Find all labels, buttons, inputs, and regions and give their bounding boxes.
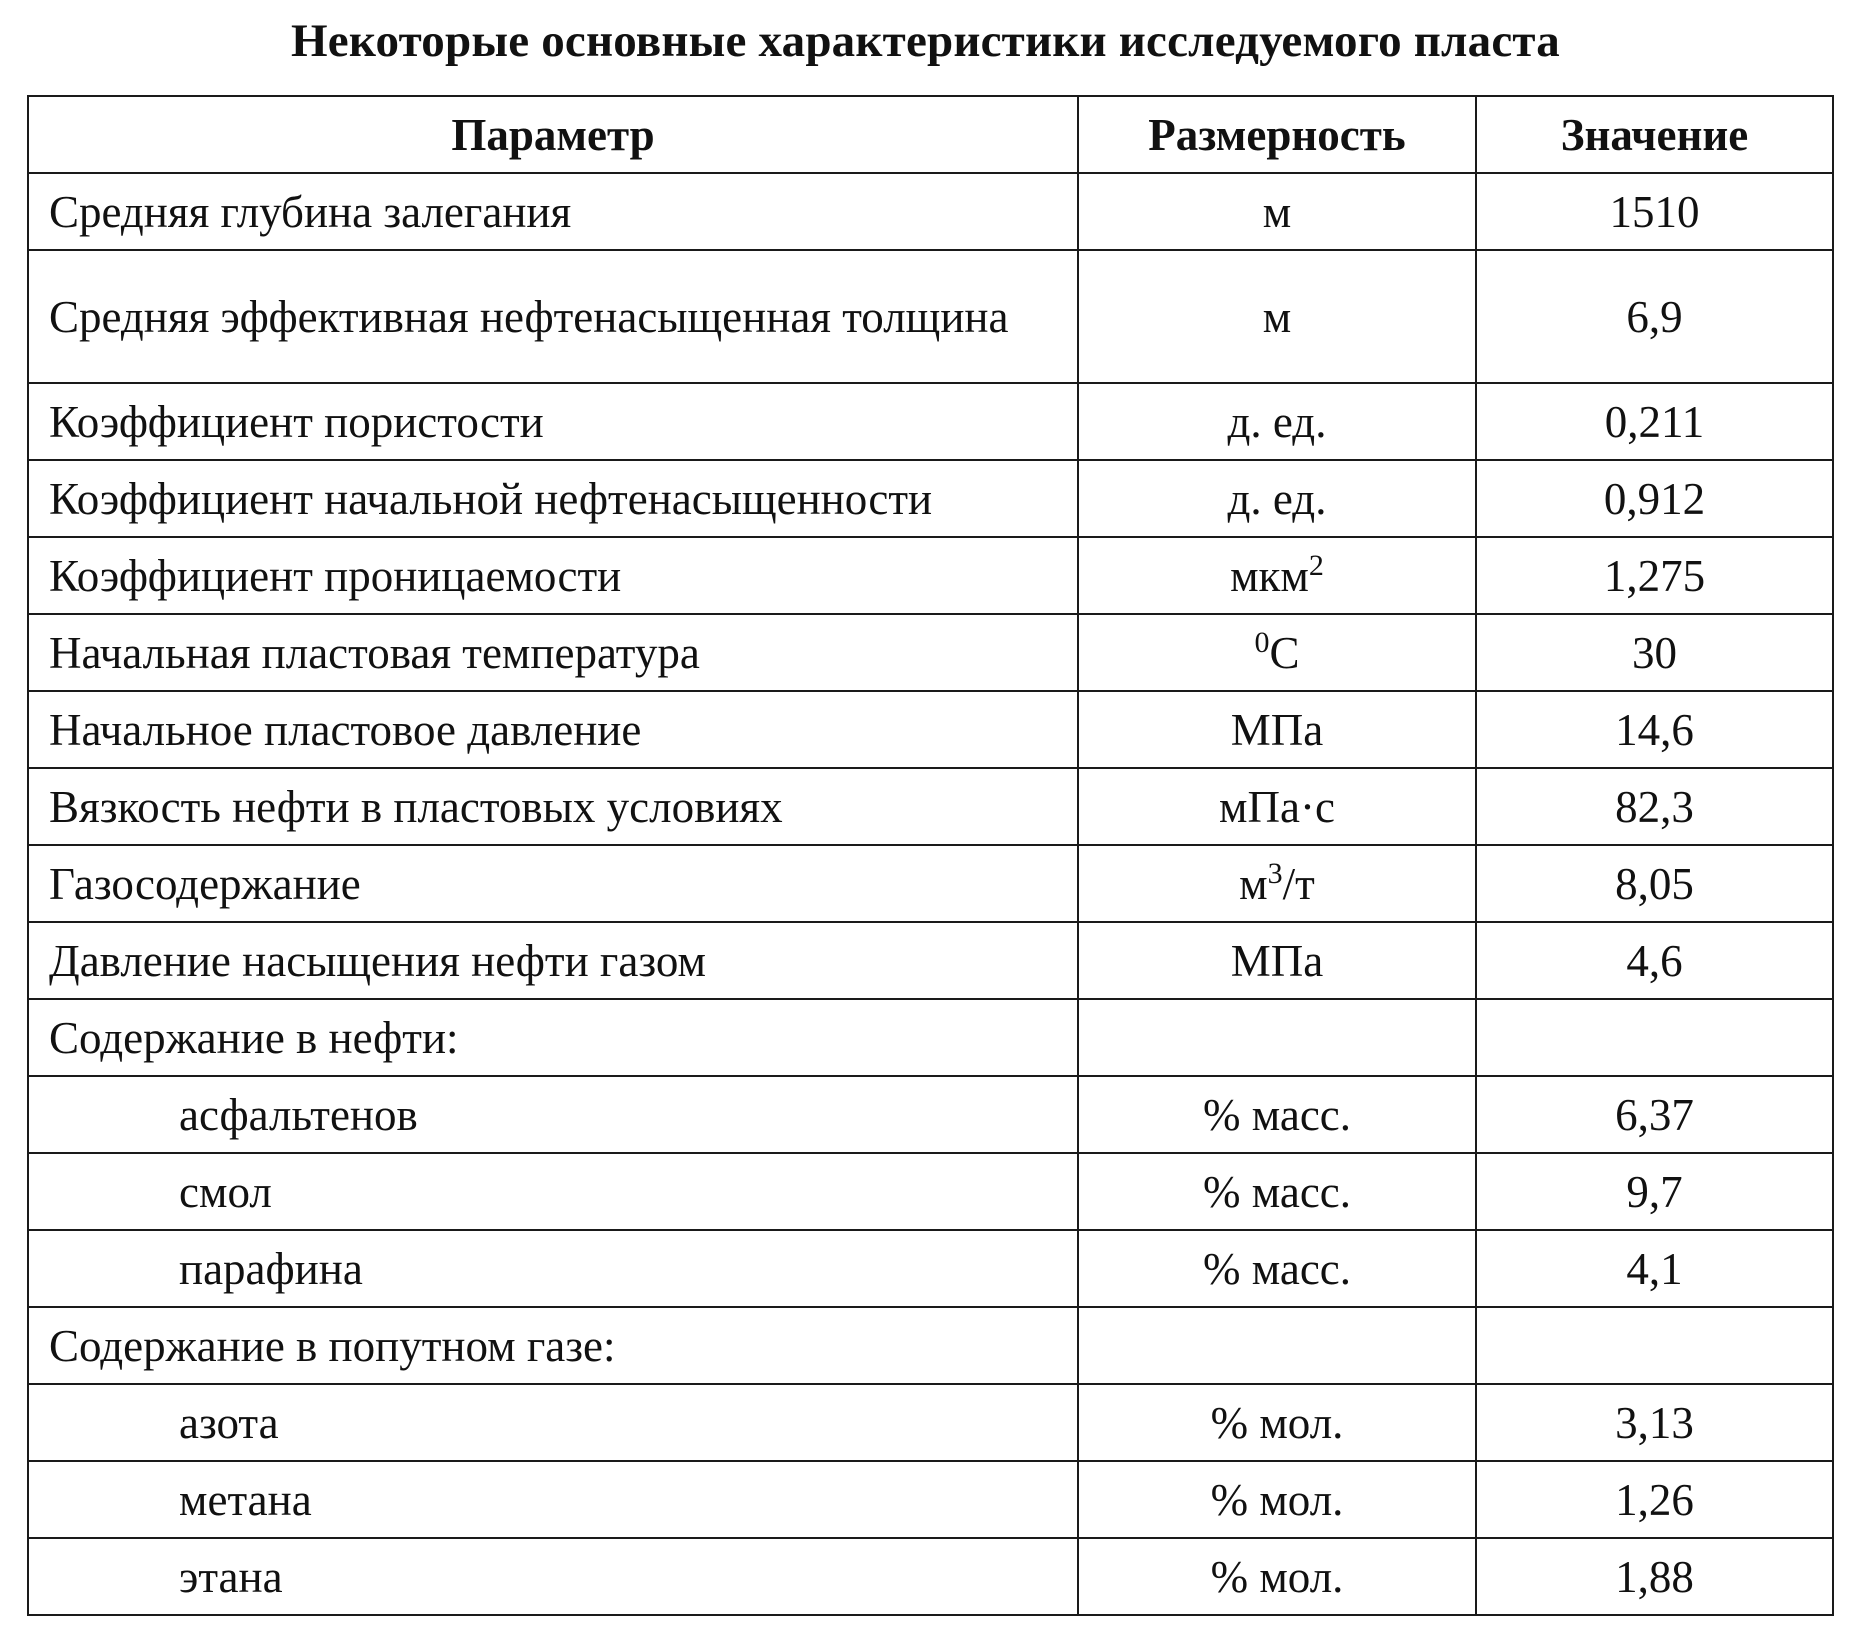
table-row [28,1307,1833,1384]
parameter-cell: Газосодержание [28,845,1078,922]
parameter-cell: Давление насыщения нефти газом [28,922,1078,999]
unit-base: мкм [1230,550,1309,601]
table-row [28,691,1833,768]
page-title: Некоторые основные характеристики исследуемого пласта [291,15,1560,67]
parameter-cell: парафина [28,1230,1078,1307]
table-header [28,96,1833,173]
value-cell: 0,912 [1476,460,1833,537]
table-row [28,460,1833,537]
unit-cell [1078,1307,1476,1384]
unit-cell [1078,999,1476,1076]
value-cell: 4,1 [1476,1230,1833,1307]
value-cell: 9,7 [1476,1153,1833,1230]
table-row [28,250,1833,383]
unit-base: % масс. [1202,1089,1352,1140]
unit-cell [1078,460,1476,537]
header-parameter: Параметр [28,96,1078,173]
parameter-cell: асфальтенов [28,1076,1078,1153]
parameter-cell: Средняя эффективная нефтенасыщенная толщина [28,250,1078,383]
table-row [28,1230,1833,1307]
parameter-cell: Вязкость нефти в пластовых условиях [28,768,1078,845]
unit-base: % мол. [1210,1397,1344,1448]
unit-superscript: 3 [1267,856,1283,890]
unit-cell [1078,1461,1476,1538]
value-cell: 1510 [1476,173,1833,250]
parameter-cell: Средняя глубина залегания [28,173,1078,250]
unit-base: мПа·с [1219,781,1335,832]
value-cell: 6,37 [1476,1076,1833,1153]
table-row [28,537,1833,614]
table-row [28,614,1833,691]
header-value: Значение [1476,96,1833,173]
unit-cell [1078,1230,1476,1307]
value-cell: 82,3 [1476,768,1833,845]
unit-base: МПа [1230,935,1324,986]
value-cell: 0,211 [1476,383,1833,460]
unit-base: м [1262,186,1292,237]
value-cell: 14,6 [1476,691,1833,768]
table-row [28,999,1833,1076]
characteristics-table [27,95,1834,1616]
unit-superscript: 2 [1308,548,1324,582]
table-row [28,845,1833,922]
unit-suffix: /т [1282,858,1315,909]
value-cell: 1,275 [1476,537,1833,614]
table-body [28,173,1833,1615]
parameter-cell: этана [28,1538,1078,1615]
unit-cell [1078,1076,1476,1153]
value-cell: 4,6 [1476,922,1833,999]
unit-base: д. ед. [1227,396,1327,447]
unit-cell [1078,691,1476,768]
value-cell: 30 [1476,614,1833,691]
table-header-row [28,96,1833,173]
unit-cell [1078,1153,1476,1230]
unit-base: д. ед. [1227,473,1327,524]
table-row [28,1076,1833,1153]
unit-base: МПа [1230,704,1324,755]
value-cell: 1,26 [1476,1461,1833,1538]
unit-suffix: С [1269,627,1300,678]
value-cell: 8,05 [1476,845,1833,922]
unit-cell [1078,537,1476,614]
value-cell: 1,88 [1476,1538,1833,1615]
value-cell [1476,999,1833,1076]
unit-base: % масс. [1202,1243,1352,1294]
unit-base: м [1239,858,1268,909]
unit-cell [1078,383,1476,460]
parameter-cell: Начальное пластовое давление [28,691,1078,768]
parameter-cell: смол [28,1153,1078,1230]
table-row [28,1384,1833,1461]
unit-cell [1078,768,1476,845]
table-row [28,173,1833,250]
table-row [28,1461,1833,1538]
table-row [28,1153,1833,1230]
unit-superscript: 0 [1254,625,1270,659]
unit-cell [1078,614,1476,691]
table-row [28,768,1833,845]
unit-cell [1078,1538,1476,1615]
unit-cell [1078,922,1476,999]
unit-cell [1078,845,1476,922]
parameter-cell: Содержание в попутном газе: [28,1307,1078,1384]
table-row [28,922,1833,999]
unit-base: % мол. [1210,1474,1344,1525]
value-cell: 6,9 [1476,250,1833,383]
parameter-cell: Коэффициент проницаемости [28,537,1078,614]
parameter-cell: Коэффициент начальной нефтенасыщенности [28,460,1078,537]
header-unit: Размерность [1078,96,1476,173]
unit-base: % мол. [1210,1551,1344,1602]
parameter-cell: Начальная пластовая температура [28,614,1078,691]
table-row [28,1538,1833,1615]
parameter-cell: азота [28,1384,1078,1461]
parameter-cell: Содержание в нефти: [28,999,1078,1076]
table-row [28,383,1833,460]
parameter-cell: Коэффициент пористости [28,383,1078,460]
value-cell [1476,1307,1833,1384]
unit-cell [1078,1384,1476,1461]
unit-base: % масс. [1202,1166,1352,1217]
unit-base: м [1262,291,1292,342]
unit-cell [1078,173,1476,250]
unit-cell [1078,250,1476,383]
parameter-cell: метана [28,1461,1078,1538]
value-cell: 3,13 [1476,1384,1833,1461]
